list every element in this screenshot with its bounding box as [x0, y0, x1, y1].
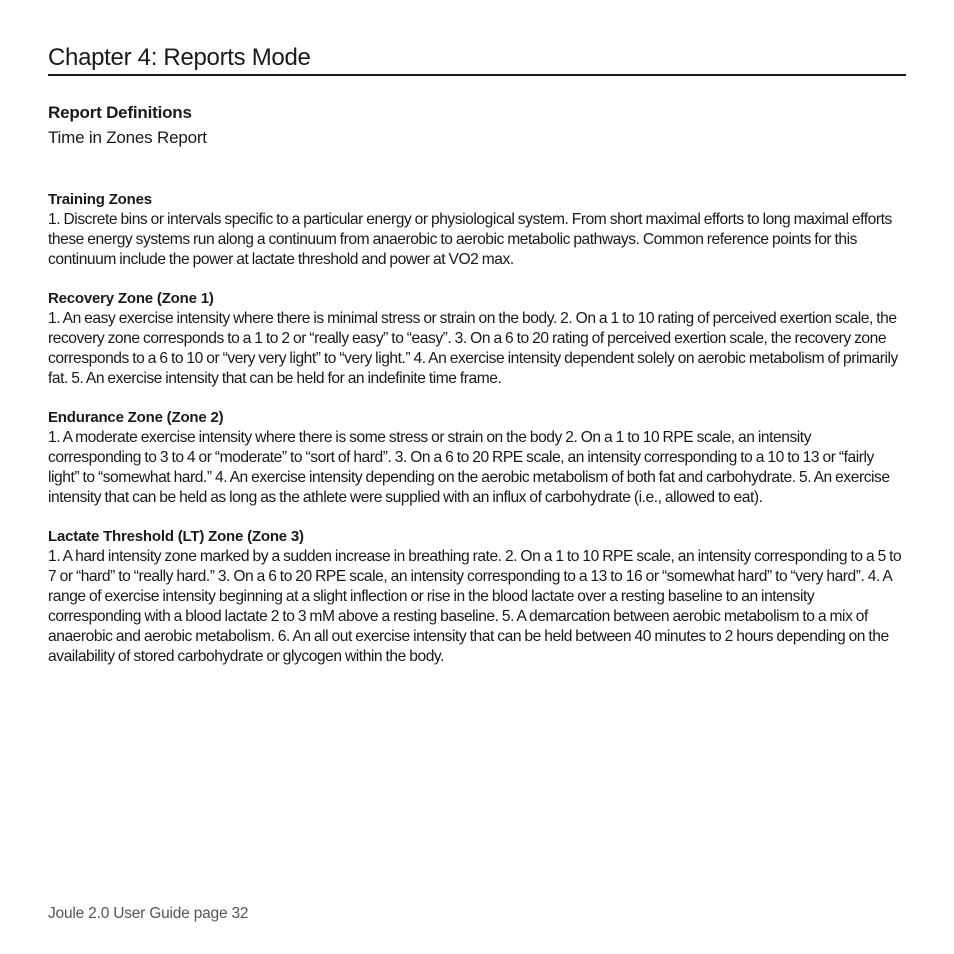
section-endurance-zone	[48, 408, 906, 508]
section-recovery-zone	[48, 289, 906, 389]
section-lactate-threshold-zone	[48, 527, 906, 667]
section-body-endurance-zone: 1. A moderate exercise intensity where there is some stress or strain on the body 2. On a 1 to 10 RPE scale, an intensity corresponding to 3 to 4 or “moderate” to “sort of hard”. 3. On a 6 to 20 RPE scale, an intensity corresponding to a 10 to 13 or “fairly light” to “somewhat hard.” 4. An exercise intensity depending on the aerobic metabolism of both fat and carbohydrate. 5. An exercise intensity that can be held as long as the athlete were supplied with an influx of carbohydrate (i.e., allowed to eat).	[48, 429, 890, 506]
section-title-lactate-threshold-zone: Lactate Threshold (LT) Zone (Zone 3)	[48, 528, 304, 545]
definition-sections	[48, 190, 906, 686]
chapter-title: Chapter 4: Reports Mode	[48, 44, 311, 71]
section-training-zones	[48, 190, 906, 270]
document-page	[48, 0, 906, 954]
section-title-training-zones: Training Zones	[48, 191, 152, 208]
section-title-recovery-zone: Recovery Zone (Zone 1)	[48, 290, 214, 307]
section-body-training-zones: 1. Discrete bins or intervals specific to a particular energy or physiological system. From short maximal efforts to long maximal efforts these energy systems run along a continuum from anaerobic to aerobic metabolic pathways. Common reference points for this continuum include the power at lactate threshold and power at VO2 max.	[48, 211, 892, 268]
section-body-recovery-zone: 1. An easy exercise intensity where there is minimal stress or strain on the body. 2. On a 1 to 10 rating of perceived exertion scale, the recovery zone corresponds to a 1 to 2 or “really easy” to “easy”. 3. On a 6 to 20 rating of perceived exertion scale, the recovery zone corresponds to a 6 to 10 or “very very light” to “very light.” 4. An exercise intensity dependent solely on aerobic metabolism of primarily fat. 5. An exercise intensity that can be held for an indefinite time frame.	[48, 310, 898, 387]
report-heading: Report Definitions	[48, 103, 192, 122]
report-subheading: Time in Zones Report	[48, 128, 207, 147]
chapter-divider	[48, 74, 906, 76]
section-title-endurance-zone: Endurance Zone (Zone 2)	[48, 409, 224, 426]
page-footer: Joule 2.0 User Guide page 32	[48, 905, 249, 922]
section-body-lactate-threshold-zone: 1. A hard intensity zone marked by a sudden increase in breathing rate. 2. On a 1 to 10 RPE scale, an intensity corresponding to a 5 to 7 or “hard” to “really hard.” 3. On a 6 to 20 RPE scale, an intensity corresponding to a 13 to 16 or “somewhat hard” to “very hard”. 4. A range of exercise intensity beginning at a slight inflection or rise in the blood lactate over a resting baseline to an intensity corresponding with a blood lactate 2 to 3 mM above a resting baseline. 5. A demarcation between aerobic metabolism to a mix of anaerobic and aerobic metabolism. 6. An all out exercise intensity that can be held between 40 minutes to 2 hours depending on the availability of stored carbohydrate or glycogen within the body.	[48, 548, 902, 665]
